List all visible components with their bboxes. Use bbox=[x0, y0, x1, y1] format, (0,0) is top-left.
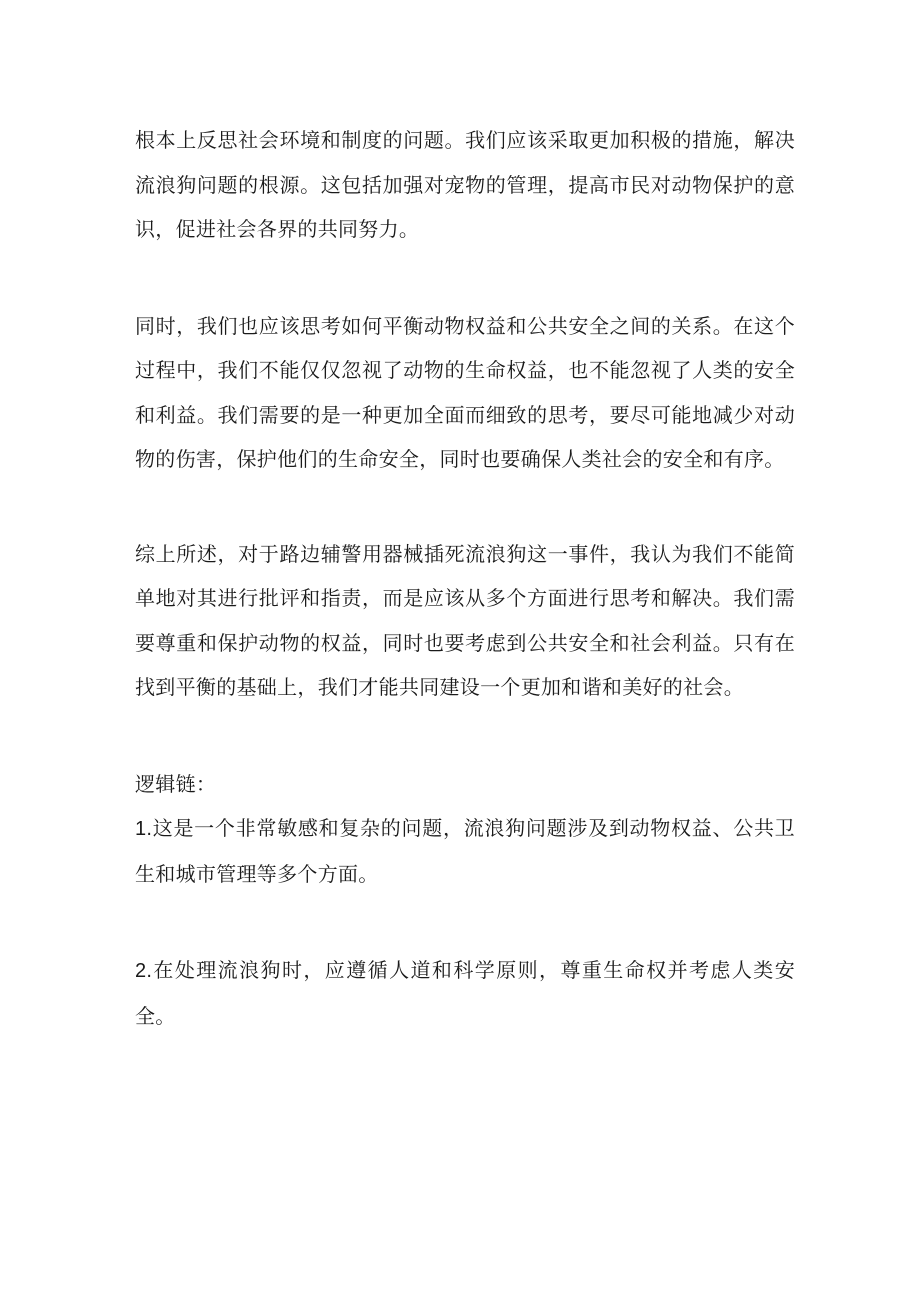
logic-chain-item-2 bbox=[135, 948, 795, 1038]
logic-chain-item-1 bbox=[135, 806, 795, 896]
logic-chain-label: 逻辑链： bbox=[135, 771, 217, 796]
paragraph-2: 同时，我们也应该思考如何平衡动物权益和公共安全之间的关系。在这个过程中，我们不能仅仅忽视了动物的生命权益，也不能忽视了人类的安全和利益。我们需要的是一种更加全面而细致的思考，要尽可能地减少对动物的伤害，保护他们的生命安全，同时也要确保人类社会的安全和有序。 bbox=[135, 313, 795, 471]
paragraph-3: 综上所述，对于路边辅警用器械插死流浪狗这一事件，我认为我们不能简单地对其进行批评和指责，而是应该从多个方面进行思考和解决。我们需要尊重和保护动物的权益，同时也要考虑到公共安全和社会利益。只有在找到平衡的基础上，我们才能共同建设一个更加和谐和美好的社会。 bbox=[135, 541, 795, 699]
document-body bbox=[135, 118, 795, 1080]
logic-chain-item-number: 1. bbox=[135, 818, 153, 840]
logic-chain-item-number: 2. bbox=[135, 960, 153, 982]
logic-chain-item-text: 在处理流浪狗时，应遵循人道和科学原则，尊重生命权并考虑人类安全。 bbox=[135, 958, 795, 1028]
paragraph-1: 根本上反思社会环境和制度的问题。我们应该采取更加积极的措施，解决流浪狗问题的根源。这包括加强对宠物的管理，提高市民对动物保护的意识，促进社会各界的共同努力。 bbox=[135, 128, 795, 241]
logic-chain-item-text: 这是一个非常敏感和复杂的问题，流浪狗问题涉及到动物权益、公共卫生和城市管理等多个方面。 bbox=[135, 816, 795, 886]
